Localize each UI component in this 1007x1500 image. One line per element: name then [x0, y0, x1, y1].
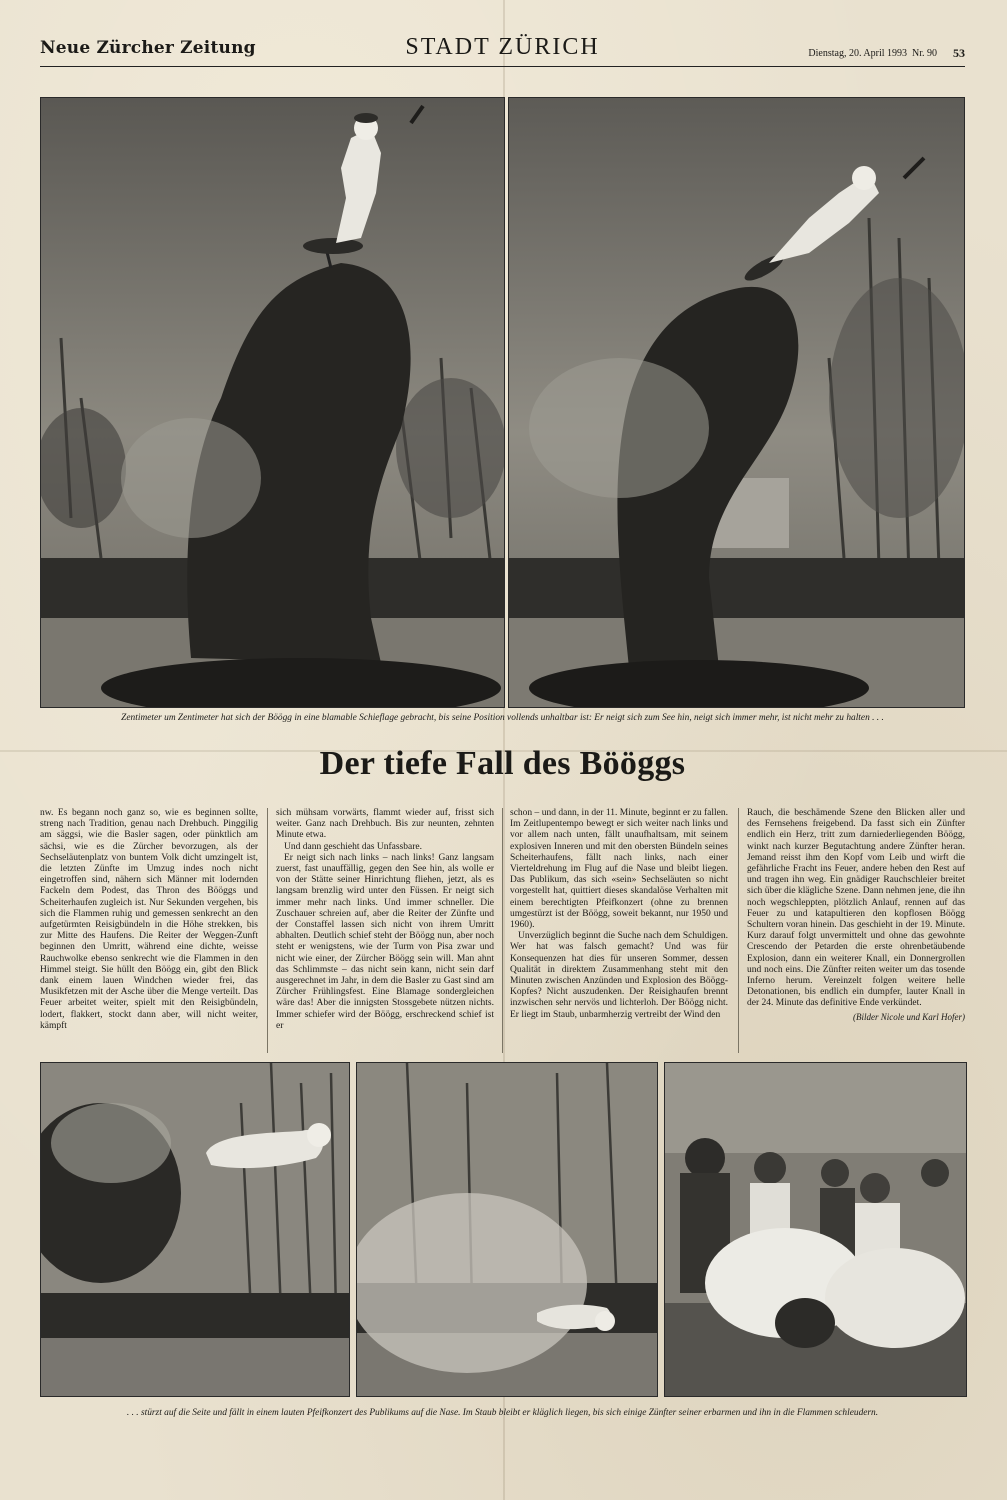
article-body — [40, 808, 965, 1053]
photo-top-left — [40, 97, 505, 708]
photo-caption-top: Zentimeter um Zentimeter hat sich der Böögg in eine blamable Schieflage gebracht, bis seine Position vollends unhaltbar ist: Er neigt sich zum See hin, neigt sich immer mehr, ist nicht mehr zu halten . . . — [121, 713, 884, 723]
photo-caption-bottom: . . . stürzt auf die Seite und fällt in einem lauten Pfeifkonzert des Publikums auf die Nase. Im Staub bleibt er kläglich liegen, bis sich einige Zünfter seiner erbarmen und ihn in die Flammen schleudern. — [126, 1408, 879, 1418]
article-column-1 — [40, 808, 258, 1053]
section-title: STADT ZÜRICH — [405, 34, 600, 60]
article-paragraph: Unverzüglich beginnt die Suche nach dem Schuldigen. Wer hat was falsch gemacht? Und was für Konsequenzen hat dies für unseren Sommer, dessen Qualität in direktem Zusammenhang steht mit den Minuten zwischen Anzünden und Explosion des Böögg-Kopfes? Nicht auszudenken. Der Reisighaufen brennt inzwischen sehr nervös und lichterloh. Der Böögg nicht. Er liegt im Staub, unbarmherzig vertreibt der Wind den — [510, 931, 728, 1020]
article-paragraph: sich mühsam vorwärts, flammt wieder auf, frisst sich weiter. Ganz nach Drehbuch. Bis zur neunten, zehnten Minute etwa. — [276, 808, 494, 841]
article-column-2 — [276, 808, 494, 1053]
photo-top-right — [508, 97, 965, 708]
article-paragraph: Und dann geschieht das Unfassbare. — [284, 841, 422, 852]
photo-bottom-2 — [356, 1062, 658, 1397]
article-paragraph: Er neigt sich nach links – nach links! Ganz langsam zuerst, fast unauffällig, gegen den See hin, als wolle er von der Stätte seiner Hinrichtung fliehen, jetzt, als es langsam brenzlig wird unter den Füssen. Er neigt sich immer mehr nach links. Und immer schneller. Die Zuschauer schreien auf, aber die Reiter der Zünfte und der Constaffel lassen sich nicht von ihrem Umritt abhalten. Deutlich schief steht der Böögg nun, aber noch steht er wenigstens, wie der Turm von Pisa zwar und nicht wie einer, der Zürcher Böögg sein will. Man ahnt das Schlimmste – das nicht sein kann, nicht sein darf ausgerechnet im Jahr, in dem die Basler zu Gast sind am Zürcher Frühlingsfest. Eine Blamage sondergleichen wäre das! Aber die innigsten Stossgebete nützen nichts. Immer schiefer wird der Böögg, erschreckend schief ist er — [276, 852, 494, 1031]
issue-number: Nr. 90 — [912, 48, 937, 59]
article-paragraph: Rauch, die beschämende Szene den Blicken aller und des Fernsehens freigebend. Da fasst sich ein Zünfter endlich ein Herz, tritt zum darniederliegenden Böögg, winkt nach kurzer Begutachtung andere Zünfter heran. Jemand reisst ihm den Kopf vom Leib und wirft die gefährliche Fracht ins Feuer, andere heben den Rest auf und tragen ihn weg. Ein gnädiger Rauchschleier breitet sich über die klägliche Szene. Dann nehmen jene, die ihn noch wegschleppten, plötzlich Anlauf, rennen auf das Feuer zu und katapultieren den kopflosen Böögg Schultern voran hinein. Das geschieht in der 19. Minute. Kurz darauf folgt unvermittelt und ohne das gewohnte Crescendo der Petarden die erste ohrenbetäubende Explosion, dann ein weiterer Knall, ein Donnergrollen und noch eins. Die Zünfter reiten weiter um das tosende Inferno herum. Vereinzelt folgen weitere helle Detonationen, bis endlich ein dumpfer, lauter Knall in der 24. Minute das definitive Ende verkündet. — [747, 808, 965, 1009]
headline: Der tiefe Fall des Bööggs — [319, 745, 686, 782]
column-rule — [502, 808, 503, 1053]
issue-date: Dienstag, 20. April 1993 — [808, 48, 907, 59]
page-number: 53 — [953, 46, 965, 60]
article-column-3 — [510, 808, 728, 1053]
article-paragraph: nw. Es begann noch ganz so, wie es beginnen sollte, streng nach Tradition, genau nach Drehbuch. Pinggilig am säggsi, wie die Basler sagen, oder pünktlich am sächsi, wie es die Zürcher bevorzugen, als der Sechseläutenplatz von buntem Volk dicht umzingelt ist, die letzten Zünfte im Umzug indes noch nicht eingetroffen sind, nähern sich Männer mit lodernden Fackeln dem Podest, das Thron des Bööggs und Scheiterhaufen zugleich ist. Nur Sekunden vergehen, bis sich die Flammen ruhig und gemessen senkrecht an den aufgetürmten Reisigbündeln in die Höhe strekken, bis zur Mitte des Haufens. Die Reiter der Weggen-Zunft beginnen den Umritt, während eine dichte, weisse Rauchwolke ebenso senkrecht wie die Flammen in den Himmel steigt. Sie hüllt den Böögg ein, gibt den Blick dank einem lauen Windchen wieder frei, das Musikfetzen mit der Asche über die Menge verteilt. Das Feuer arbeitet weiter, spielt mit den Reisigbündeln, lodert, flakkert, stockt dann aber, will nicht weiter, kämpft — [40, 808, 258, 1031]
photo-bottom-1 — [40, 1062, 350, 1397]
column-rule — [738, 808, 739, 1053]
article-column-4 — [747, 808, 965, 1053]
article-paragraph: schon – und dann, in der 11. Minute, beginnt er zu fallen. Im Zeitlupentempo bewegt er sich weiter nach links und vor allem nach unten, fällt unaufhaltsam, mit seinem explosiven Inneren und mit den obersten Bündeln seines Scheiterhaufens, fällt nach links, nach einer Vierteldrehung im Flug auf die Nase und bleibt liegen. Das Publikum, das sich «sein» Sechseläuten so nicht vorgestellt hat, quittiert dieses skandalöse Verhalten mit einem berechtigten Pfeifkonzert (ohne zu brennen umgestürzt ist der Böögg, soweit bekannt, nur 1950 und 1960). — [510, 808, 728, 931]
masthead — [40, 34, 965, 67]
date-line — [808, 48, 937, 59]
photo-bottom-3 — [664, 1062, 967, 1397]
newspaper-name: Neue Zürcher Zeitung — [40, 38, 256, 58]
photo-credit: (Bilder Nicole und Karl Hofer) — [853, 1011, 965, 1022]
column-rule — [267, 808, 268, 1053]
